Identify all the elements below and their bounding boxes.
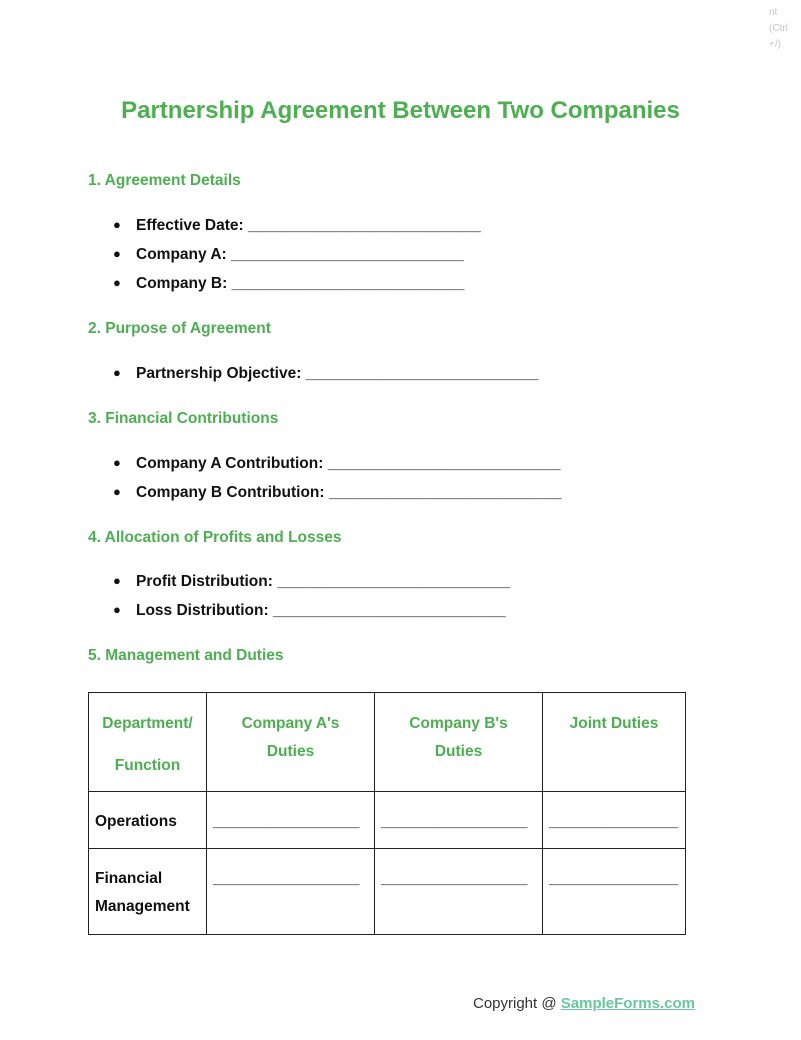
bullet-icon: ● — [113, 365, 121, 380]
operations-company-b-field[interactable]: _________________ — [375, 792, 543, 849]
sampleforms-link[interactable]: SampleForms.com — [560, 995, 695, 1012]
row-label-financial-management: Financial Management — [89, 849, 207, 935]
table-row — [89, 792, 686, 849]
header-joint-duties: Joint Duties — [543, 693, 686, 792]
table-header-row — [89, 693, 686, 792]
section-heading-management-duties: 5. Management and Duties — [88, 647, 284, 664]
header-company-b-duties: Company B's Duties — [375, 693, 543, 792]
field-partnership-objective[interactable]: ● Partnership Objective: ___________________________ — [113, 365, 539, 382]
field-company-b-contribution[interactable]: ● Company B Contribution: ___________________________ — [113, 484, 562, 501]
header-department-function: Department/ Function — [89, 693, 207, 792]
management-duties-table — [88, 692, 686, 935]
bullet-icon: ● — [113, 602, 121, 617]
section-heading-financial-contributions: 3. Financial Contributions — [88, 410, 279, 427]
bullet-icon: ● — [113, 455, 121, 470]
bullet-icon: ● — [113, 484, 121, 499]
bullet-icon: ● — [113, 217, 121, 232]
table-row — [89, 849, 686, 935]
section-heading-purpose: 2. Purpose of Agreement — [88, 320, 271, 337]
field-company-a-contribution[interactable]: ● Company A Contribution: ___________________________ — [113, 455, 561, 472]
header-company-a-duties: Company A's Duties — [207, 693, 375, 792]
field-company-a[interactable]: ● Company A: ___________________________ — [113, 246, 464, 263]
row-label-operations: Operations — [89, 792, 207, 849]
field-company-b[interactable]: ● Company B: ___________________________ — [113, 275, 465, 292]
bullet-icon: ● — [113, 275, 121, 290]
document-title: Partnership Agreement Between Two Companies — [121, 97, 680, 124]
field-effective-date[interactable]: ● Effective Date: ___________________________ — [113, 217, 481, 234]
bullet-icon: ● — [113, 573, 121, 588]
financial-company-b-field[interactable]: _________________ — [375, 849, 543, 935]
financial-company-a-field[interactable]: _________________ — [207, 849, 375, 935]
operations-company-a-field[interactable]: _________________ — [207, 792, 375, 849]
financial-joint-field[interactable]: _______________ — [543, 849, 686, 935]
section-heading-profits-losses: 4. Allocation of Profits and Losses — [88, 529, 342, 546]
copyright-footer: Copyright @ SampleForms.com — [473, 995, 695, 1012]
field-loss-distribution[interactable]: ● Loss Distribution: ___________________________ — [113, 602, 506, 619]
bullet-icon: ● — [113, 246, 121, 261]
shortcut-hint: nt (Ctrl +/) — [769, 7, 788, 50]
field-profit-distribution[interactable]: ● Profit Distribution: ___________________________ — [113, 573, 510, 590]
section-heading-agreement-details: 1. Agreement Details — [88, 172, 241, 189]
operations-joint-field[interactable]: _______________ — [543, 792, 686, 849]
